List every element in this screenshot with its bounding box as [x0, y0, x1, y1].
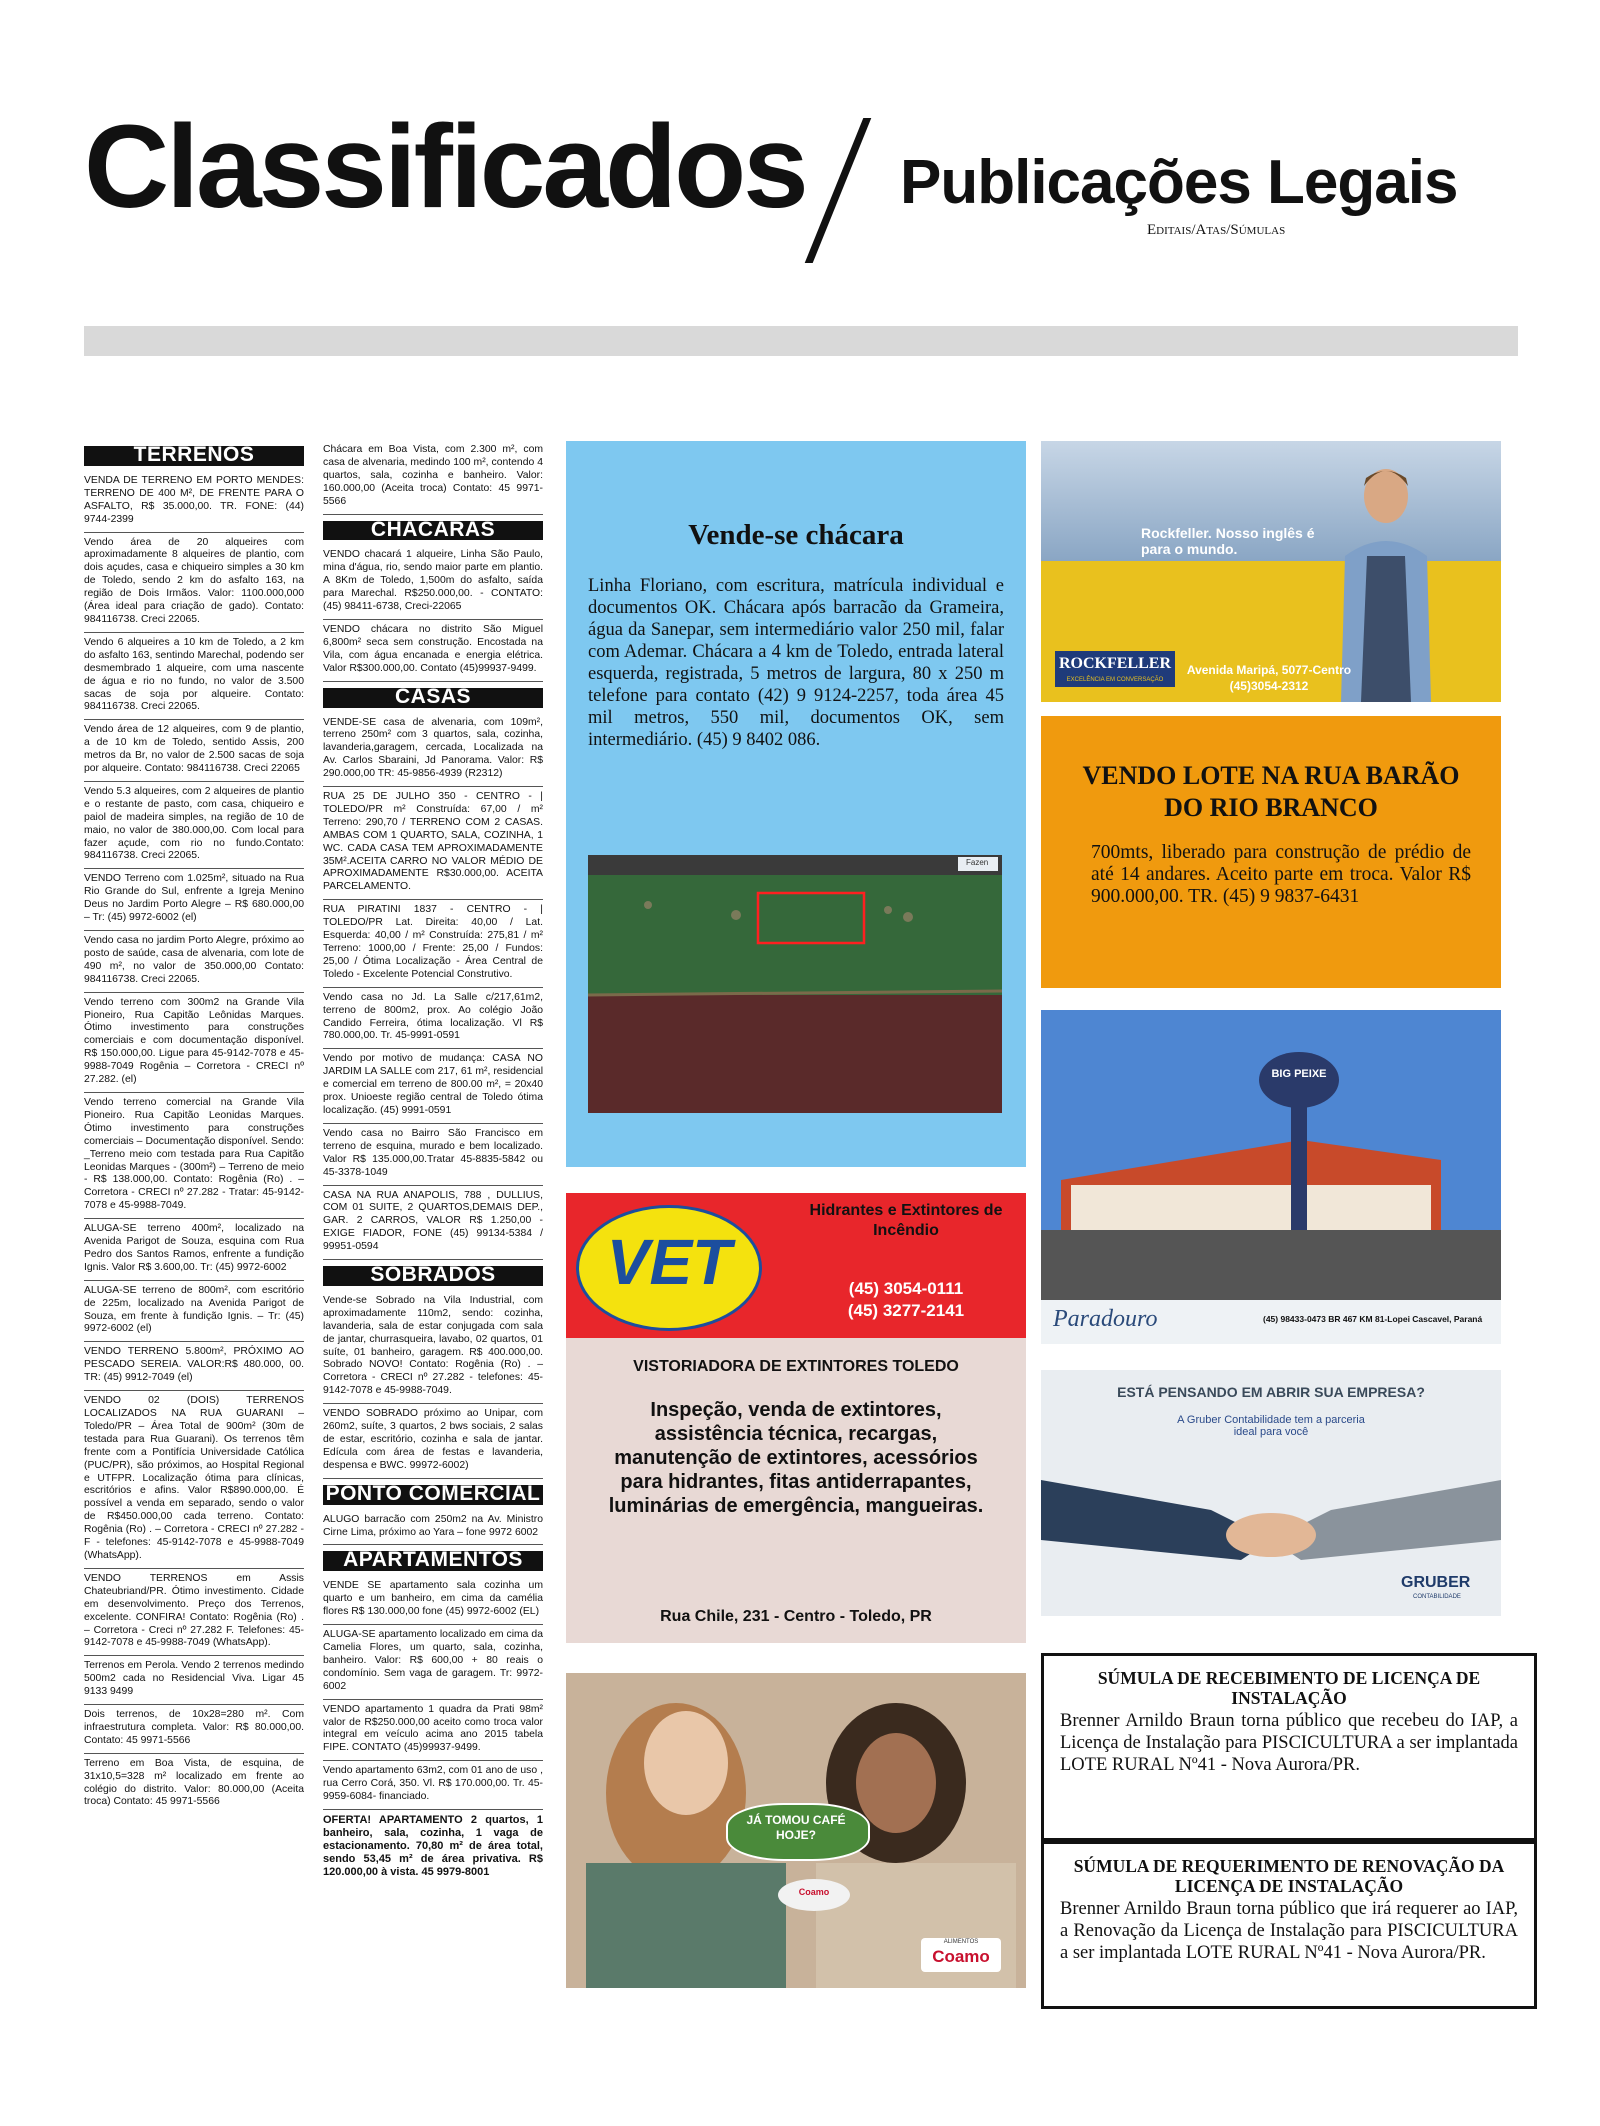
peixe-contact: (45) 98433-0473 BR 467 KM 81-Lopei Cascavel, Paraná: [1263, 1314, 1483, 1324]
masthead-title: Classificados: [84, 101, 806, 233]
masthead-subtitle: Editais/Atas/Súmulas: [1147, 222, 1286, 238]
classified-ad: ALUGA-SE terreno de 800m², com escritório de 225m, localizado na Avenida Parigot de Souza, em frente à fundição Ignis. – Tr: (45) 9972-6002 (el): [84, 1281, 304, 1343]
paradouro-logo: Paradouro: [1053, 1306, 1158, 1332]
classified-ad: Terrenos em Perola. Vendo 2 terrenos medindo 500m2 cada no Residencial Viva. Ligar 45 9133 9499: [84, 1656, 304, 1705]
classified-ad: Chácara em Boa Vista, com 2.300 m², com casa de alvenaria, medindo 100 m², contendo 4 quartos, sala, cozinha e banheiro. Valor: 160.000,00 (Aceita troca) Contato: 45 9971-5566: [323, 440, 543, 515]
sumula-1-title: SÚMULA DE RECEBIMENTO DE LICENÇA DE INSTALAÇÃO: [1097, 1668, 1481, 1708]
rockfeller-tagline: EXCELÊNCIA EM CONVERSAÇÃO: [1066, 677, 1164, 683]
sumula-2-title: SÚMULA DE REQUERIMENTO DE RENOVAÇÃO DA LICENÇA DE INSTALAÇÃO: [1073, 1856, 1505, 1896]
section-heading-apartamentos: APARTAMENTOS: [323, 1551, 543, 1571]
ad-rockfeller: [1041, 441, 1501, 702]
classified-ad: Vendo terreno com 300m2 na Grande Vila Pioneiro, Rua Capitão Leônidas Marques. Ótimo investimento para construções comerciais e com documentação disponível. R$ 150.000,00. Ligue para 45-9142-7078 e 45-9988-7049 Rogênia – Corretora - CRECI nº 27.282. (el): [84, 993, 304, 1093]
classified-ad: ALUGA-SE apartamento localizado em cima da Camelia Flores, um quarto, sala, cozinha, banheiro. Valor: R$ 600,00 + 80 reais o condomínio. Sem vaga de garagem. Tr: 9972-6002: [323, 1625, 543, 1700]
vet-phone-2: (45) 3277-2141: [847, 1301, 965, 1320]
map-label: Fazen: [966, 858, 989, 867]
column-terrenos: [84, 440, 304, 1814]
ad-chacara-title: Vende-se chácara: [688, 519, 904, 551]
satellite-map-image: [588, 855, 1002, 1113]
classified-ad: VENDO TERRENOS em Assis Chateubriand/PR. Ótimo investimento. Cidade em desenvolvimento. Preço dos Terrenos, excelente. CONFIRA! Contato: Rogênia (Ro) . – Corretora - Creci nº 27.282 F. Telefones: 45-9142-7078 e 45-9988-7049 (WhatsApp).: [84, 1569, 304, 1656]
ad-big-peixe: [1041, 1010, 1501, 1344]
vist-address: Rua Chile, 231 - Centro - Toledo, PR: [660, 1608, 932, 1625]
coamo-logo-sub: ALIMENTOS: [943, 1939, 979, 1945]
sumula-2-text: Brenner Arnildo Braun torna público que irá requerer ao IAP, a Renovação da Licença de Instalação para PISCICULTURA a ser implantada LOTE RURAL Nº41 - Nova Aurora/PR.: [1060, 1899, 1518, 1963]
classified-ad: VENDO apartamento 1 quadra da Prati 98m² valor de R$250.000,00 aceito como troca valor integral em veículo acima ano 2015 tabela FIPE. CONTATO (45)99937-9499.: [323, 1700, 543, 1762]
classified-ad: Vendo área de 20 alqueires com aproximadamente 8 alqueires de plantio, com dois açudes, casa e chiqueiro simples a 30 km de Toledo, sendo 2 km do asfalto 163, na região de Dois Irmãos. Valor: 1100.000,000 (Área ideal para criação de gado). Contato: 984116738. Creci 22065.: [84, 533, 304, 633]
classified-ad: RUA PIRATINI 1837 - CENTRO - | TOLEDO/PR Lat. Direita: 40,00 / Lat. Esquerda: 40,00 / m² Construída: 275,81 / m² Terreno: 1000,00 / Frente: 25,00 / Fundos: 25,00 / Ótima Localização - Área Central de Toledo - Excelente Potencial Construtivo.: [323, 900, 543, 987]
header-divider-bar: [84, 326, 1518, 356]
gruber-logo: GRUBER: [1401, 1574, 1471, 1591]
vist-title: VISTORIADORA DE EXTINTORES TOLEDO: [633, 1358, 959, 1375]
classified-ad: Terreno em Boa Vista, de esquina, de 31x10,5=328 m² localizado em frente ao colégio do distrito. Valor: 80.000,00 (Aceita troca) Contato: 45 9971-5566: [84, 1757, 304, 1808]
section-heading-ponto-comercial: PONTO COMERCIAL: [323, 1485, 543, 1505]
rockfeller-phone: (45)3054-2312: [1229, 679, 1309, 693]
classified-ad: Vendo casa no Bairro São Francisco em terreno de esquina, murado e bem localizado. Valor R$ 135.000,00.Tratar 45-8835-5842 ou 45-3378-1049: [323, 1124, 543, 1186]
rockfeller-address: Avenida Maripá, 5077-Centro: [1186, 663, 1352, 677]
classified-ad: RUA 25 DE JULHO 350 - CENTRO - | TOLEDO/PR m² Construída: 67,00 / m² Terreno: 290,70 / TERRENO COM 2 CASAS. AMBAS COM 1 QUARTO, SALA, COZINHA, 1 WC. CADA CASA TEM APROXIMADAMENTE 35M².ACEITA CARRO NO VALOR MÉDIO DE APROXIMADAMENTE R$30.000,00. ACEITA PARCELAMENTO.: [323, 787, 543, 900]
ad-vende-chacara: [566, 441, 1026, 1167]
ad-lote-title: VENDO LOTE NA RUA BARÃO DO RIO BRANCO: [1082, 761, 1460, 822]
ad-coamo-cafe: [566, 1673, 1026, 1988]
classified-ad: CASA NA RUA ANAPOLIS, 788 , DULLIUS, COM 01 SUITE, 2 QUARTOS,DEMAIS DEP., GAR. 2 CARROS, VALOR R$ 1.250,00 - EXIGE FIADOR, FONE (45) 99134-5384 / 99951-0594: [323, 1186, 543, 1261]
column-imoveis: [323, 440, 543, 1883]
speech-bubble-text: JÁ TOMOU CAFÉ HOJE?: [746, 1813, 846, 1842]
masthead-section: Publicações Legais: [900, 148, 1458, 217]
gruber-question: ESTÁ PENSANDO EM ABRIR SUA EMPRESA?: [1117, 1384, 1425, 1400]
cup-logo: Coamo: [798, 1887, 830, 1897]
classified-ad: Vendo casa no jardim Porto Alegre, próximo ao posto de saúde, casa de alvenaria, com lote de 490 m², no valor de 350.000,00 Contato: 984116738. Creci 22065.: [84, 931, 304, 993]
section-heading-casas: CASAS: [323, 688, 543, 708]
classified-ad: Vendo casa no Jd. La Salle c/217,61m2, terreno de 800m2, prox. Ao colégio João Candido Ferreira, ótima localização. Vl R$ 780.000,00. Tr. 45-9991-0591: [323, 988, 543, 1050]
ad-lote-text: 700mts, liberado para construção de prédio de até 14 andares. Aceito parte em troca. Valor R$ 900.000,00. TR. (45) 9 9837-6431: [1091, 842, 1471, 907]
sumula-recebimento: [1041, 1653, 1537, 1841]
gruber-text: A Gruber Contabilidade tem a parceria ideal para você: [1177, 1414, 1365, 1438]
vet-logo: VET: [606, 1226, 732, 1298]
vet-headline: Hidrantes e Extintores de Incêndio: [809, 1202, 1003, 1239]
ad-chacara-text: Linha Floriano, com escritura, matrícula individual e documentos OK. Chácara após barracão da Grameira, água da Sanepar, sem intermediário valor 250 mil, falar com Ademar. Chácara a 4 km de Toledo, entrada lateral esquerda, registrada, 5 metros de largura, 80 x 250 m telefone para contato (42) 9 9124-2257, toda área 45 mil metros, 550 mil, documentos OK, sem intermediário. (45) 9 8402 086.: [588, 576, 1004, 750]
gruber-sub: CONTABILIDADE: [1413, 1594, 1461, 1600]
coamo-logo: Coamo: [932, 1947, 990, 1966]
sumula-1-text: Brenner Arnildo Braun torna público que recebeu do IAP, a Licença de Instalação para PISCICULTURA a ser implantada LOTE RURAL Nº41 - Nova Aurora/PR.: [1060, 1711, 1518, 1775]
classified-ad: VENDO Terreno com 1.025m², situado na Rua Rio Grande do Sul, enfrente a Igreja Menino Deus no Jardim Porto Alegre – R$ 680.000,00 – Tr: (45) 9972-6002 (el): [84, 869, 304, 931]
section-heading-terrenos: TERRENOS: [84, 446, 304, 466]
classified-ad: Vendo 6 alqueires a 10 km de Toledo, a 2 km do asfalto 163, sentindo Marechal, podendo ser desmembrado 1 alqueire, com uma nascente de água e rio no fundo, no valor de 3.500 sacas de soja por alqueire. Contato: 984116738. Creci 22065.: [84, 633, 304, 720]
rockfeller-brand: ROCKFELLER: [1058, 655, 1171, 672]
handshake-image: [1041, 1440, 1501, 1580]
sumula-renovacao: [1041, 1841, 1537, 2009]
section-heading-chacaras: CHACARAS: [323, 521, 543, 541]
classified-ad: Vendo área de 12 alqueires, com 9 de plantio, a de 10 km de Toledo, sentido Assis, 200 metros da Br, no valor de 2.500 sacas de soja por alqueire. Contato: 984116738. Creci 22065: [84, 720, 304, 782]
ad-vendo-lote: [1041, 716, 1501, 988]
peixe-sign: BIG PEIXE: [1271, 1068, 1327, 1080]
vet-phone-1: (45) 3054-0111: [848, 1279, 964, 1298]
classified-ad: VENDO chacará 1 alqueire, Linha São Paulo, mina d'água, rio, sendo maior parte em plantio. A 8Km de Toledo, 1,500m do asfalto, saída para Marechal. R$250.000,00. - CONTATO: (45) 98411-6738, Creci-22065: [323, 545, 543, 620]
classified-ad: Vendo por motivo de mudança: CASA NO JARDIM LA SALLE com 217, 61 m², residencial e comercial em terreno de 800.00 m², = 20x40 prox. Unioeste região central de Toledo ótima localização. (45) 9991-0591: [323, 1049, 543, 1124]
classified-ad: Vende-se Sobrado na Vila Industrial, com aproximadamente 110m2, sendo: cozinha, lavanderia, sala de estar conjugada com sala de jantar, churrasqueira, lavabo, 02 quartos, 01 suíte, 01 banheiro, garagem. R$ 400.000,00. Sobrado NOVO! Contato: Rogênia (Ro) . – Corretora - CRECI nº 27.282 - telefones: 45-9142-7078 e 45-9988-7049.: [323, 1291, 543, 1404]
classified-ad: Vendo terreno comercial na Grande Vila Pioneiro. Rua Capitão Leonidas Marques. Ótimo investimento para construções comerciais – Documentação disponível. Sendo: _Terreno meio com testada para Rua Capitão Leonidas Marques - (300m²) – Terreno de meio - R$ 138.000,00. Contato: Rogênia (Ro) . – Corretora - CRECI nº 27.282 - Tratar: 45-9142-7078 e 45-9988-7049.: [84, 1093, 304, 1219]
classified-ad: Dois terrenos, de 10x28=280 m². Com infraestrutura completa. Valor: R$ 80.000,00. Contato: 45 9971-5566: [84, 1705, 304, 1754]
classified-ad: ALUGO barracão com 250m2 na Av. Ministro Cirne Lima, próximo ao Yara – fone 9972 6002: [323, 1510, 543, 1546]
classified-ad: VENDO chácara no distrito São Miguel 6,800m² seca sem construção. Encostada na Vila, com água encanada e energia elétrica. Valor R$300.000,00. Contato (45)99937-9499.: [323, 620, 543, 682]
classified-ad: OFERTA! APARTAMENTO 2 quartos, 1 banheiro, sala, cozinha, 1 vaga de estacionamento. 70,80 m² de área total, sendo 53,45 m² de área privativa. R$ 120.000,00 à vista. 45 9979-8001: [323, 1813, 543, 1878]
classified-ad: VENDO 02 (DOIS) TERRENOS LOCALIZADOS NA RUA GUARANI – Toledo/PR – Área Total de 900m² (30m de testada para Rua Guarani). Os terrenos têm frente com a Pontifícia Universidade Católica (PUC/PR), são próximos, ao Hospital Regional e UTFPR. Localização ótima para clínicas, escritórios e afins. Valor R$890.000,00. É possível a venda em separado, sendo o valor de R$450.000,00 cada terreno. Contato: Rogênia (Ro) . – Corretora - CRECI nº 27.282 - F - telefones: 45-9142-7078 e 45-9988-7049 (WhatsApp).: [84, 1391, 304, 1569]
classified-ad: Vendo apartamento 63m2, com 01 ano de uso , rua Cerro Corá, 350. Vl. R$ 170.000,00. Tr. 45-9959-6084- financiado.: [323, 1761, 543, 1810]
classified-ad: VENDO TERRENO 5.800m², PRÓXIMO AO PESCADO SEREIA. VALOR:R$ 480.000, 00. TR: (45) 9912-7049 (el): [84, 1342, 304, 1391]
classified-ad: ALUGA-SE terreno 400m², localizado na Avenida Parigot de Souza, esquina com Rua Pedro dos Santos Ramos, enfrente a fundição Ignis. Valor R$ 3.600,00. Tr: (45) 9972-6002: [84, 1219, 304, 1281]
classified-ad: VENDE SE apartamento sala cozinha um quarto e um banheiro, em cima da camélia flores R$ 130.000,00 fone (45) 9972-6002 (EL): [323, 1576, 543, 1625]
vist-body: Inspeção, venda de extintores, assistência técnica, recargas, manutenção de extintores, acessórios para hidrantes, fitas antiderrapantes, luminárias de emergência, mangueiras.: [608, 1399, 984, 1517]
classified-ad: VENDE-SE casa de alvenaria, com 109m², terreno 250m² com 3 quartos, sala, cozinha, lavanderia,garagem, cercada, Localizada na Av. Carlos Sbaraini, Jd Panorama. Valor: R$ 290.000,00 TR: 45-9856-4939 (R2312): [323, 713, 543, 788]
ad-vet-extintores: [566, 1193, 1026, 1338]
masthead-slash: [805, 118, 872, 263]
section-heading-sobrados: SOBRADOS: [323, 1266, 543, 1286]
ad-vistoriadora: [566, 1338, 1026, 1643]
classified-ad: VENDO SOBRADO próximo ao Unipar, com 260m2, suíte, 3 quartos, 2 bws sociais, 2 salas de estar, escritório, cozinha e sala de jantar. Edícula com área de festas e lavanderia, despensa e BWC. 99972-6002): [323, 1404, 543, 1479]
rockfeller-slogan: Rockfeller. Nosso inglês é para o mundo.: [1141, 525, 1315, 557]
classified-ad: VENDA DE TERRENO EM PORTO MENDES: TERRENO DE 400 M², DE FRENTE PARA O ASFALTO, R$ 35.000,00. TR. FONE: (44) 9744-2399: [84, 471, 304, 533]
ad-gruber-contabilidade: [1041, 1370, 1501, 1616]
classified-ad: Vendo 5.3 alqueires, com 2 alqueires de plantio e o restante de pasto, com casa, chiqueiro e paiol de madeira simples, na região de 10 de maio, no valor de 380.000,00. Com local para fazer açude, com rio no fundo.Contato: 984116738. Creci 22065.: [84, 782, 304, 869]
